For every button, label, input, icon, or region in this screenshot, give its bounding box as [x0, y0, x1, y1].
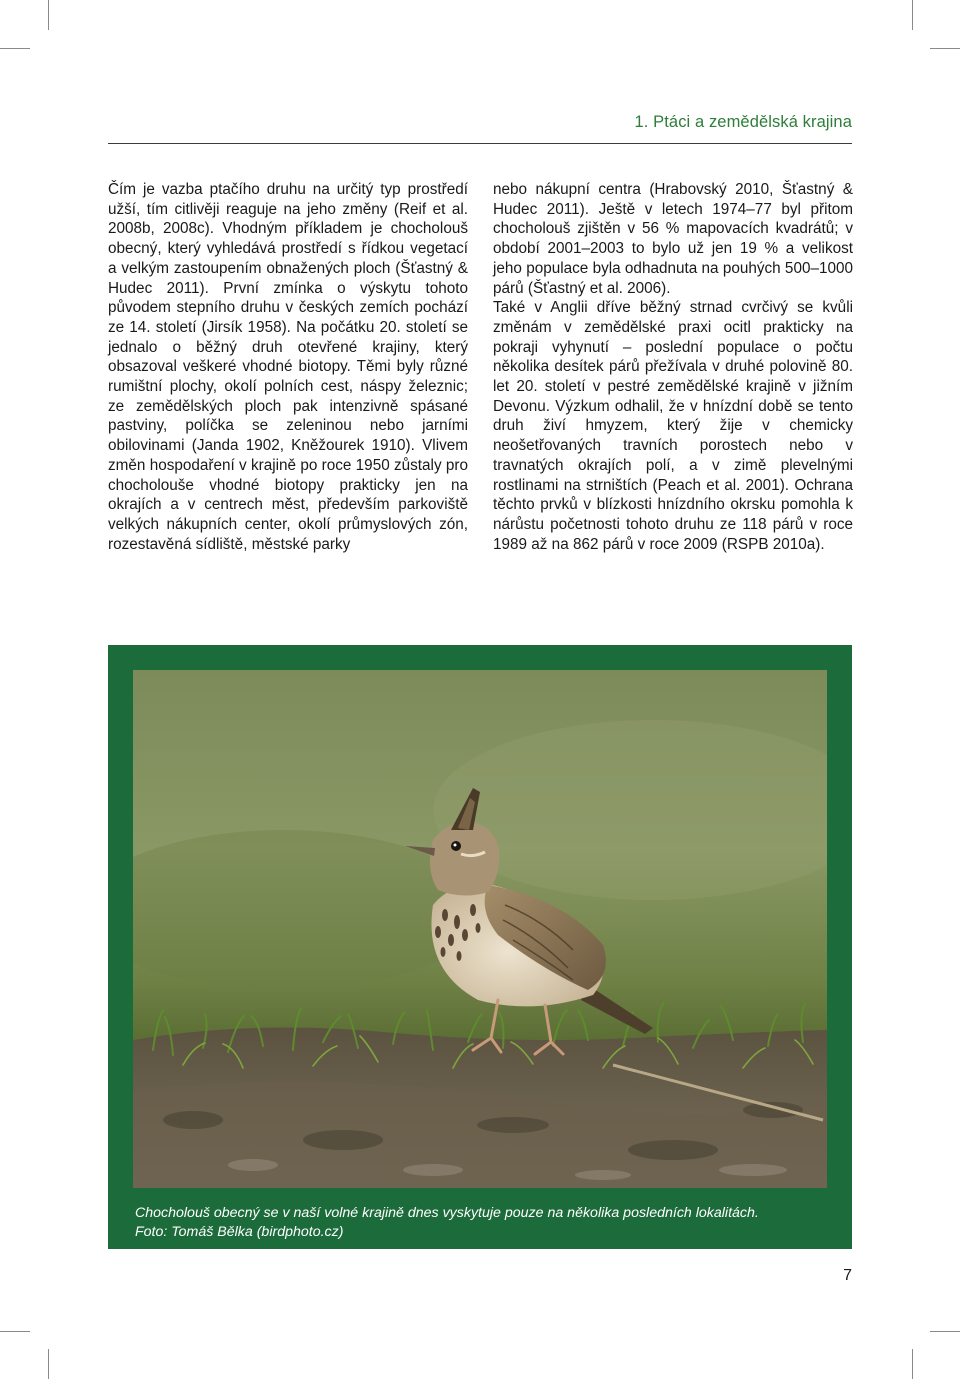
paragraph: nebo nákupní centra (Hrabovský 2010, Šťastný & Hudec 2011). Ještě v letech 1974–77 byl přitom chocholouš zjištěn v 56 % mapovacích kvadrátů; v období 2001–2003 to bylo už jen 19 % a velikost jeho populace byla odhadnuta na pouhých 500–1000 párů (Šťastný et al. 2006).: [493, 181, 853, 297]
page-number: 7: [843, 1267, 852, 1284]
crop-mark: [912, 0, 913, 30]
crop-mark: [930, 48, 960, 49]
header-rule: [108, 143, 852, 144]
crop-mark: [48, 1349, 49, 1379]
caption-text: Chocholouš obecný se v naší volné krajině dnes vyskytuje pouze na několika posledních lokalitách.: [135, 1205, 759, 1221]
crop-mark: [912, 1349, 913, 1379]
photo-credit: Foto: Tomáš Bělka (birdphoto.cz): [135, 1224, 344, 1240]
text-column-right: [493, 180, 853, 554]
paragraph: Čím je vazba ptačího druhu na určitý typ prostředí užší, tím citlivěji reaguje na jeho změny (Reif et al. 2008b, 2008c). Vhodným příkladem je chocholouš obecný, který vyhledává prostředí s řídkou vegetací a velkým zastoupením obnažených ploch (Šťastný & Hudec 2011). První zmínka o výskytu tohoto původem stepního druhu v českých zemích pochází ze 14. století (Jirsík 1958). Na počátku 20. století se jednalo o běžný druh otevřené krajiny, který obsazoval veškeré vhodné biotopy. Těmi byly různé rumištní plochy, okolí polních cest, náspy železnic; ze zemědělských ploch pak intenzivně spásané pastviny, políčka se zeleninou nebo jarními obilovinami (Janda 1902, Kněžourek 1910). Vlivem změn hospodaření v krajině po roce 1950 zůstaly pro chocholouše vhodné biotopy prakticky jen na okrajích a v centrech měst, především parkoviště velkých nákupních center, okolí průmyslových zón, rozestavěná sídliště, městské parky: [108, 181, 468, 553]
crop-mark: [0, 48, 30, 49]
text-column-left: [108, 180, 468, 554]
paragraph: Také v Anglii dříve běžný strnad cvrčivý se kvůli změnám v zemědělské praxi ocitl prakticky na pokraji vyhynutí – poslední populace o počtu několika desítek párů přežívala v druhé polovině 80. let 20. století v pestré zemědělské krajině v jižním Devonu. Výzkum odhalil, že v hnízdní době se tento druh živí hmyzem, který žije v chemicky neošetřovaných travních porostech nebo v travnatých okrajích polí, a v zimě plevelnými rostlinami na strništích (Peach et al. 2001). Ochrana těchto prvků v blízkosti hnízdního okrsku pomohla k nárůstu početnosti tohoto druhu ze 118 párů v roce 1989 až na 862 párů v roce 2009 (RSPB 2010a).: [493, 299, 853, 553]
crop-mark: [930, 1331, 960, 1332]
figure-caption: [135, 1204, 835, 1242]
crop-mark: [0, 1331, 30, 1332]
running-title: 1. Ptáci a zemědělská krajina: [634, 113, 852, 131]
bird-photo: [133, 670, 827, 1188]
figure-frame: [108, 645, 852, 1249]
crop-mark: [48, 0, 49, 30]
